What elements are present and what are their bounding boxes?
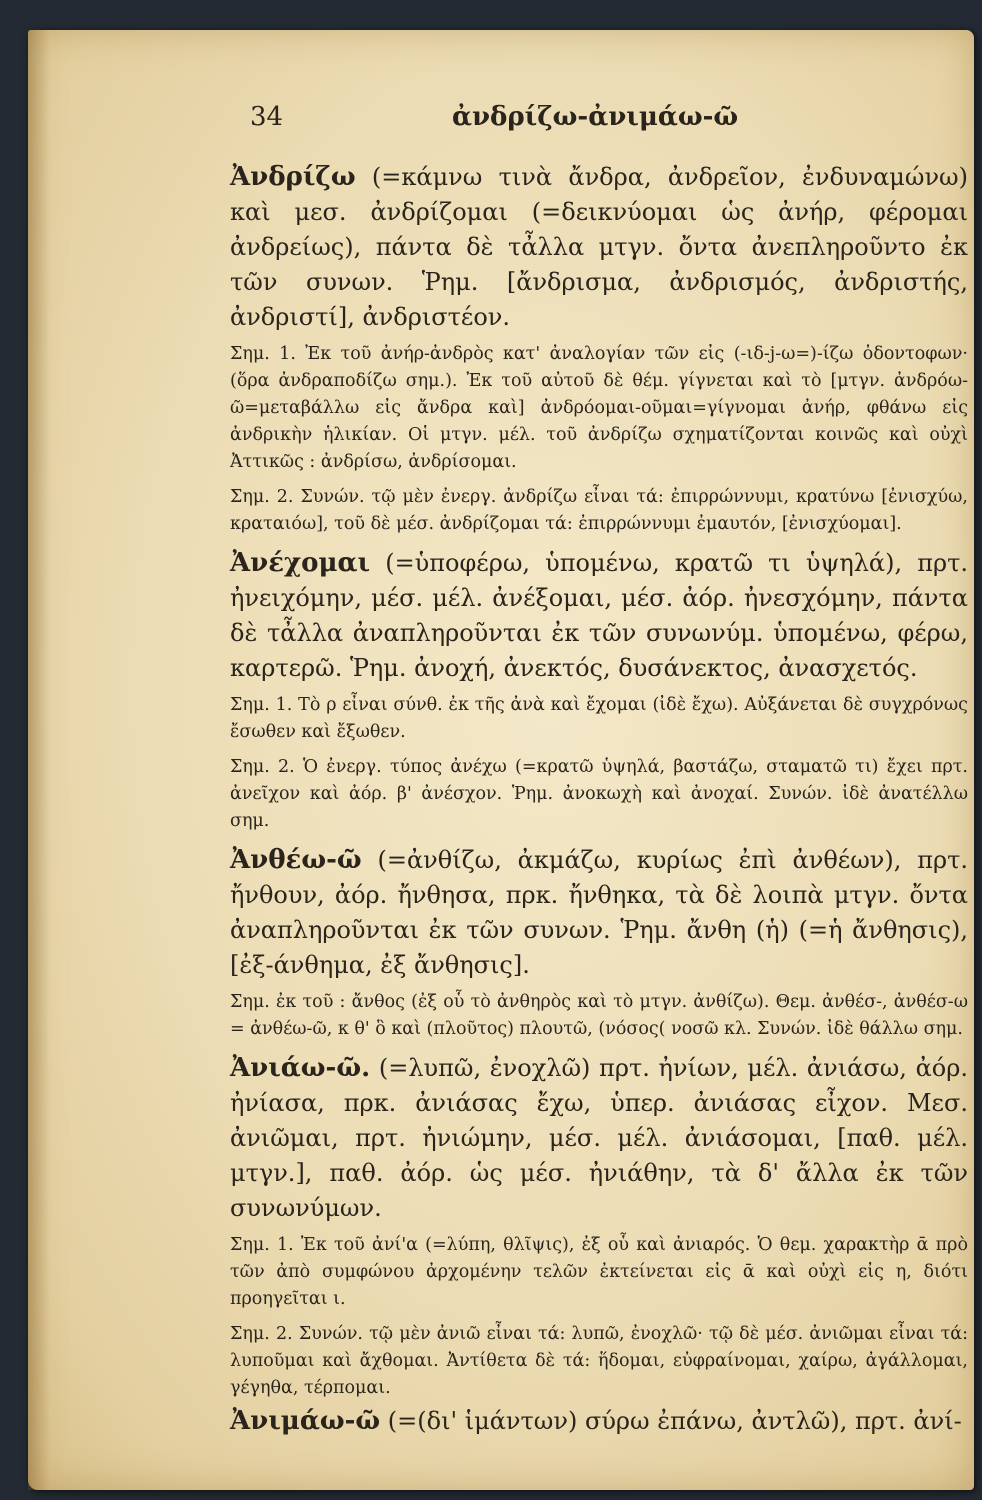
note-anechomai-2: Σημ. 2. Ὁ ἐνεργ. τύπος ἀνέχω (=κρατῶ ὑψηλά, βαστάζω, σταματῶ τι) ἔχει πρτ. ἀνεῖχον καὶ ἀόρ. β' ἀνέσχον. Ῥημ. ἀνοκωχὴ καὶ ἀνοχαί. Συνών. ἰδὲ ἀνατέλλω σημ.	[230, 757, 968, 831]
note-anechomai-1: Σημ. 1. Τὸ ρ εἶναι σύνθ. ἐκ τῆς ἀνὰ καὶ ἔχομαι (ἰδὲ ἔχω). Αὐξάνεται δὲ συγχρόνως ἔσωθεν καὶ ἔξωθεν.	[230, 695, 968, 742]
entry-headword: Ἀνέχομαι	[230, 548, 371, 578]
entry-headword: Ἀνιάω-ῶ.	[230, 1053, 371, 1083]
entry-andrizo	[92, 160, 968, 335]
entry-text: (=ὑποφέρω, ὑπομένω, κρατῶ τι ὑψηλά), πρτ. ἠνειχόμην, μέσ. μέλ. ἀνέξομαι, μέσ. ἀόρ. ἠνεσχόμην, πάντα δὲ τἆλλα ἀναπληροῦνται ἐκ τῶν συνωνύμ. ὑπομένω, φέρω, καρτερῶ. Ῥημ. ἀνοχή, ἀνεκτός, δυσάνεκτος, ἀνασχετός.	[230, 549, 968, 682]
entry-text: (=λυπῶ, ἐνοχλῶ) πρτ. ἠνίων, μέλ. ἀνιάσω, ἀόρ. ἠνίασα, πρκ. ἀνιάσας ἔχω, ὑπερ. ἀνιάσας εἶχον. Μεσ. ἀνιῶμαι, πρτ. ἠνιώμην, μέσ. μέλ. ἀνιάσομαι, [παθ. μέλ. μτγν.], παθ. ἀόρ. ὡς μέσ. ἠνιάθην, τὰ δ' ἄλλα ἐκ τῶν συνωνύμων.	[230, 1054, 968, 1222]
entry-headword: Ἀνιμάω-ῶ	[230, 1406, 381, 1436]
entry-text: (=(δι' ἱμάντων) σύρω ἐπάνω, ἀντλῶ), πρτ. ἀνί-	[387, 1407, 962, 1435]
entry-headword: Ἀνθέω-ῶ	[230, 845, 362, 875]
entry-antheo	[92, 843, 968, 983]
note-aniao-2: Σημ. 2. Συνών. τῷ μὲν ἀνιῶ εἶναι τά: λυπῶ, ἐνοχλῶ· τῷ δὲ μέσ. ἀνιῶμαι εἶναι τά: λυποῦμαι καὶ ἄχθομαι. Ἀντίθετα δὲ τά: ἥδομαι, εὐφραίνομαι, χαίρω, ἀγάλλομαι, γέγηθα, τέρπομαι.	[230, 1324, 968, 1398]
entry-text: (=ἀνθίζω, ἀκμάζω, κυρίως ἐπὶ ἀνθέων), πρτ. ἤνθουν, ἀόρ. ἤνθησα, πρκ. ἤνθηκα, τὰ δὲ λοιπὰ μτγν. ὄντα ἀναπληροῦνται ἐκ τῶν συνων. Ῥημ. ἄνθη (ἡ) (=ἡ ἄνθησις), [ἐξ-άνθημα, ἐξ ἄνθησις].	[230, 846, 968, 979]
note-andrizo-2: Σημ. 2. Συνών. τῷ μὲν ἐνεργ. ἀνδρίζω εἶναι τά: ἐπιρρώννυμι, κρατύνω [ἐνισχύω, κραταιόω], τοῦ δὲ μέσ. ἀνδρίζομαι τά: ἐπιρρώννυμι ἐμαυτόν, [ἐνισχύομαι].	[230, 487, 968, 534]
note-antheo-1: Σημ. ἐκ τοῦ : ἄνθος (ἐξ οὗ τὸ ἀνθηρὸς καὶ τὸ μτγν. ἀνθίζω). Θεμ. ἀνθέσ-, ἀνθέσ-ω = ἀνθέω-ῶ, κ θ' ὃ καὶ (πλοῦτος) πλουτῶ, (νόσος( νοσῶ κλ. Συνών. ἰδὲ θάλλω σημ.	[230, 992, 968, 1039]
entry-animao	[92, 1404, 968, 1439]
entry-aniao	[92, 1051, 968, 1226]
entry-text: (=κάμνω τινὰ ἄνδρα, ἀνδρεῖον, ἐνδυναμώνω) καὶ μεσ. ἀνδρίζομαι (=δεικνύομαι ὡς ἀνήρ, φέρομαι ἀνδρείως), πάντα δὲ τἆλλα μτγν. ὄντα ἀνεπληροῦντο ἐκ τῶν συνων. Ῥημ. [ἄνδρισμα, ἀνδρισμός, ἀνδριστής, ἀνδριστί], ἀνδριστέον.	[230, 163, 968, 331]
note-aniao-1: Σημ. 1. Ἐκ τοῦ ἀνί'α (=λύπη, θλῖψις), ἐξ οὗ καὶ ἀνιαρός. Ὁ θεμ. χαρακτὴρ ᾱ πρὸ τῶν ἀπὸ συμφώνου ἀρχομένην τελῶν ἐκτείνεται εἰς ᾱ καὶ οὐχὶ εἰς η, διότι προηγεῖται ι.	[230, 1235, 968, 1309]
entry-anechomai	[92, 546, 968, 686]
page-number: 34	[250, 102, 284, 132]
page-content	[92, 102, 968, 1445]
running-header	[92, 102, 968, 146]
note-andrizo-1: Σημ. 1. Ἐκ τοῦ ἀνήρ-ἀνδρὸς κατ' ἀναλογίαν τῶν εἰς (-ιδ-j-ω=)-ίζω ὀδοντοφων· (ὅρα ἀνδραποδίζω σημ.). Ἐκ τοῦ αὐτοῦ δὲ θέμ. γίγνεται καὶ τὸ [μτγν. ἀνδρόω-ῶ=μεταβάλλω εἰς ἄνδρα καὶ] ἀνδρόομαι-οῦμαι=γίγνομαι ἀνήρ, φθάνω εἰς ἀνδρικὴν ἡλικίαν. Οἱ μτγν. μέλ. τοῦ ἀνδρίζω σχηματίζονται κοινῶς καὶ οὐχὶ Ἀττικῶς : ἀνδρίσω, ἀνδρίσομαι.	[230, 344, 968, 472]
running-title: ἀνδρίζω-ἀνιμάω-ῶ	[452, 102, 739, 132]
entry-headword: Ἀνδρίζω	[230, 162, 356, 192]
binding-shadow	[28, 30, 50, 1490]
